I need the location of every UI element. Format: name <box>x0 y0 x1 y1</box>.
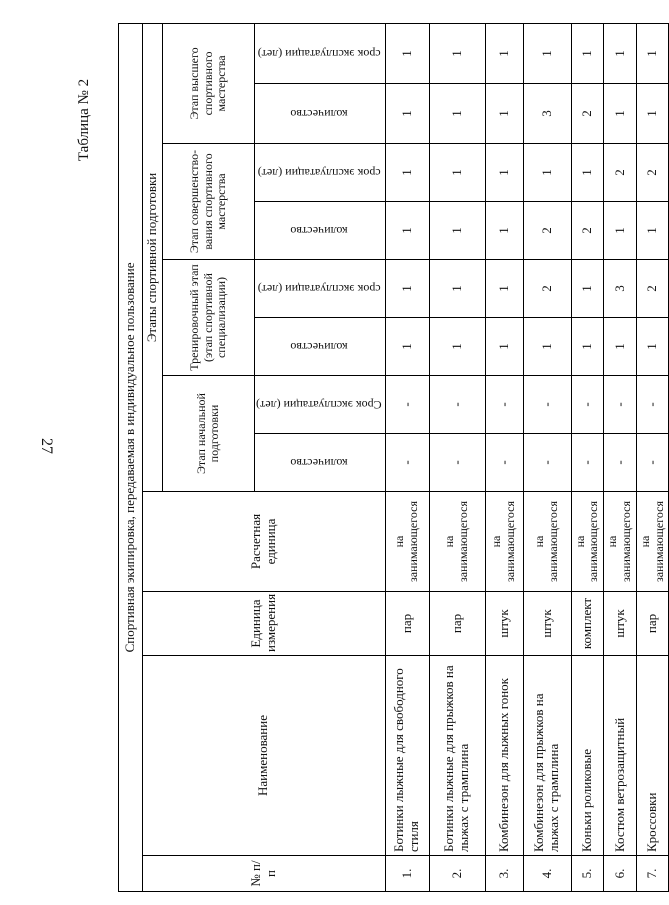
row-number: 4. <box>523 856 571 892</box>
qty-cell: - <box>385 434 429 492</box>
table-row <box>571 23 604 891</box>
header-qty: количество <box>254 434 385 492</box>
qty-cell: 1 <box>429 84 485 144</box>
item-name: Коньки роликовые <box>571 656 604 856</box>
item-name: Кроссовки <box>636 656 669 856</box>
qty-cell: 1 <box>429 318 485 376</box>
item-calc-unit: на занимающегося <box>485 492 523 592</box>
term-cell: - <box>429 376 485 434</box>
qty-cell: 1 <box>385 318 429 376</box>
term-cell: 1 <box>429 23 485 83</box>
term-cell: - <box>604 376 637 434</box>
header-unit: Единица измерения <box>143 592 386 656</box>
qty-cell: 1 <box>636 318 669 376</box>
equipment-table-frame <box>118 24 666 892</box>
item-calc-unit: на занимающегося <box>385 492 429 592</box>
item-name: Комбинезон для прыжков на лыжах с трамплина <box>523 656 571 856</box>
table-row <box>385 23 429 891</box>
qty-cell: - <box>636 434 669 492</box>
header-term: срок эксплуатации (лет) <box>254 260 385 318</box>
term-cell: 1 <box>385 144 429 202</box>
row-number: 5. <box>571 856 604 892</box>
table-title: Спортивная экипировка, передаваемая в индивидуальное пользование <box>119 23 143 891</box>
item-unit: штук <box>604 592 637 656</box>
term-cell: 1 <box>604 23 637 83</box>
table-row <box>523 23 571 891</box>
row-number: 6. <box>604 856 637 892</box>
term-cell: 1 <box>636 23 669 83</box>
qty-cell: 1 <box>429 202 485 260</box>
qty-cell: - <box>485 434 523 492</box>
qty-cell: 1 <box>636 84 669 144</box>
table-caption: Таблица № 2 <box>76 78 92 162</box>
item-name: Комбинезон для лыжных гонок <box>485 656 523 856</box>
qty-cell: 1 <box>604 84 637 144</box>
term-cell: 1 <box>571 144 604 202</box>
header-term: срок эксплуатации (лет) <box>254 144 385 202</box>
header-stage-improvement: Этап совершенство-вания спортивного мастерства <box>162 144 254 260</box>
term-cell: 1 <box>523 23 571 83</box>
item-calc-unit: на занимающегося <box>571 492 604 592</box>
term-cell: - <box>523 376 571 434</box>
term-cell: 1 <box>385 260 429 318</box>
header-stage-initial: Этап начальной подготовки <box>162 376 254 492</box>
item-name: Костюм ветрозащитный <box>604 656 637 856</box>
term-cell: 1 <box>523 144 571 202</box>
term-cell: 1 <box>485 260 523 318</box>
header-calc: Расчетная единица <box>143 492 386 592</box>
item-unit: пар <box>385 592 429 656</box>
qty-cell: 1 <box>485 84 523 144</box>
row-number: 3. <box>485 856 523 892</box>
qty-cell: 2 <box>523 202 571 260</box>
term-cell: 1 <box>429 144 485 202</box>
term-cell: - <box>485 376 523 434</box>
qty-cell: 1 <box>385 202 429 260</box>
qty-cell: - <box>604 434 637 492</box>
item-name: Ботинки лыжные для свободного стиля <box>385 656 429 856</box>
item-unit: комплект <box>571 592 604 656</box>
qty-cell: 1 <box>604 202 637 260</box>
qty-cell: 1 <box>604 318 637 376</box>
header-qty: количество <box>254 202 385 260</box>
qty-cell: 1 <box>636 202 669 260</box>
table-row <box>429 23 485 891</box>
term-cell: 1 <box>429 260 485 318</box>
term-cell: 3 <box>604 260 637 318</box>
item-name: Ботинки лыжные для прыжков на лыжах с трамплина <box>429 656 485 856</box>
term-cell: 2 <box>636 260 669 318</box>
term-cell: 2 <box>523 260 571 318</box>
header-stage-highest: Этап высшего спортивного мастерства <box>162 23 254 143</box>
header-stages-group: Этапы спортивной подготовки <box>143 23 163 491</box>
header-term: Срок эксплуатации (лет) <box>254 376 385 434</box>
term-cell: 1 <box>385 23 429 83</box>
row-number: 2. <box>429 856 485 892</box>
item-calc-unit: на занимающегося <box>604 492 637 592</box>
qty-cell: - <box>523 434 571 492</box>
qty-cell: - <box>429 434 485 492</box>
term-cell: 1 <box>571 260 604 318</box>
term-cell: 2 <box>604 144 637 202</box>
qty-cell: 1 <box>571 318 604 376</box>
item-calc-unit: на занимающегося <box>523 492 571 592</box>
item-calc-unit: на занимающегося <box>429 492 485 592</box>
term-cell: 2 <box>636 144 669 202</box>
header-num: № п/п <box>143 856 386 892</box>
qty-cell: 2 <box>571 84 604 144</box>
term-cell: 1 <box>571 23 604 83</box>
table-row <box>485 23 523 891</box>
term-cell: - <box>571 376 604 434</box>
item-calc-unit: на занимающегося <box>636 492 669 592</box>
header-stage-training: Тренировочный этап (этап спортивной специализации) <box>162 260 254 376</box>
header-qty: количество <box>254 84 385 144</box>
qty-cell: 2 <box>571 202 604 260</box>
term-cell: 1 <box>485 23 523 83</box>
term-cell: - <box>636 376 669 434</box>
item-unit: штук <box>523 592 571 656</box>
term-cell: - <box>385 376 429 434</box>
header-term: срок эксплуатации (лет) <box>254 23 385 83</box>
item-unit: пар <box>636 592 669 656</box>
equipment-table <box>118 23 669 892</box>
qty-cell: 1 <box>523 318 571 376</box>
table-row <box>604 23 637 891</box>
qty-cell: 1 <box>485 318 523 376</box>
term-cell: 1 <box>485 144 523 202</box>
item-unit: пар <box>429 592 485 656</box>
qty-cell: - <box>571 434 604 492</box>
table-row <box>636 23 669 891</box>
header-name: Наименование <box>143 656 386 856</box>
row-number: 7. <box>636 856 669 892</box>
qty-cell: 1 <box>385 84 429 144</box>
row-number: 1. <box>385 856 429 892</box>
qty-cell: 3 <box>523 84 571 144</box>
page-number: 27 <box>38 438 55 454</box>
header-qty: количество <box>254 318 385 376</box>
item-unit: штук <box>485 592 523 656</box>
qty-cell: 1 <box>485 202 523 260</box>
